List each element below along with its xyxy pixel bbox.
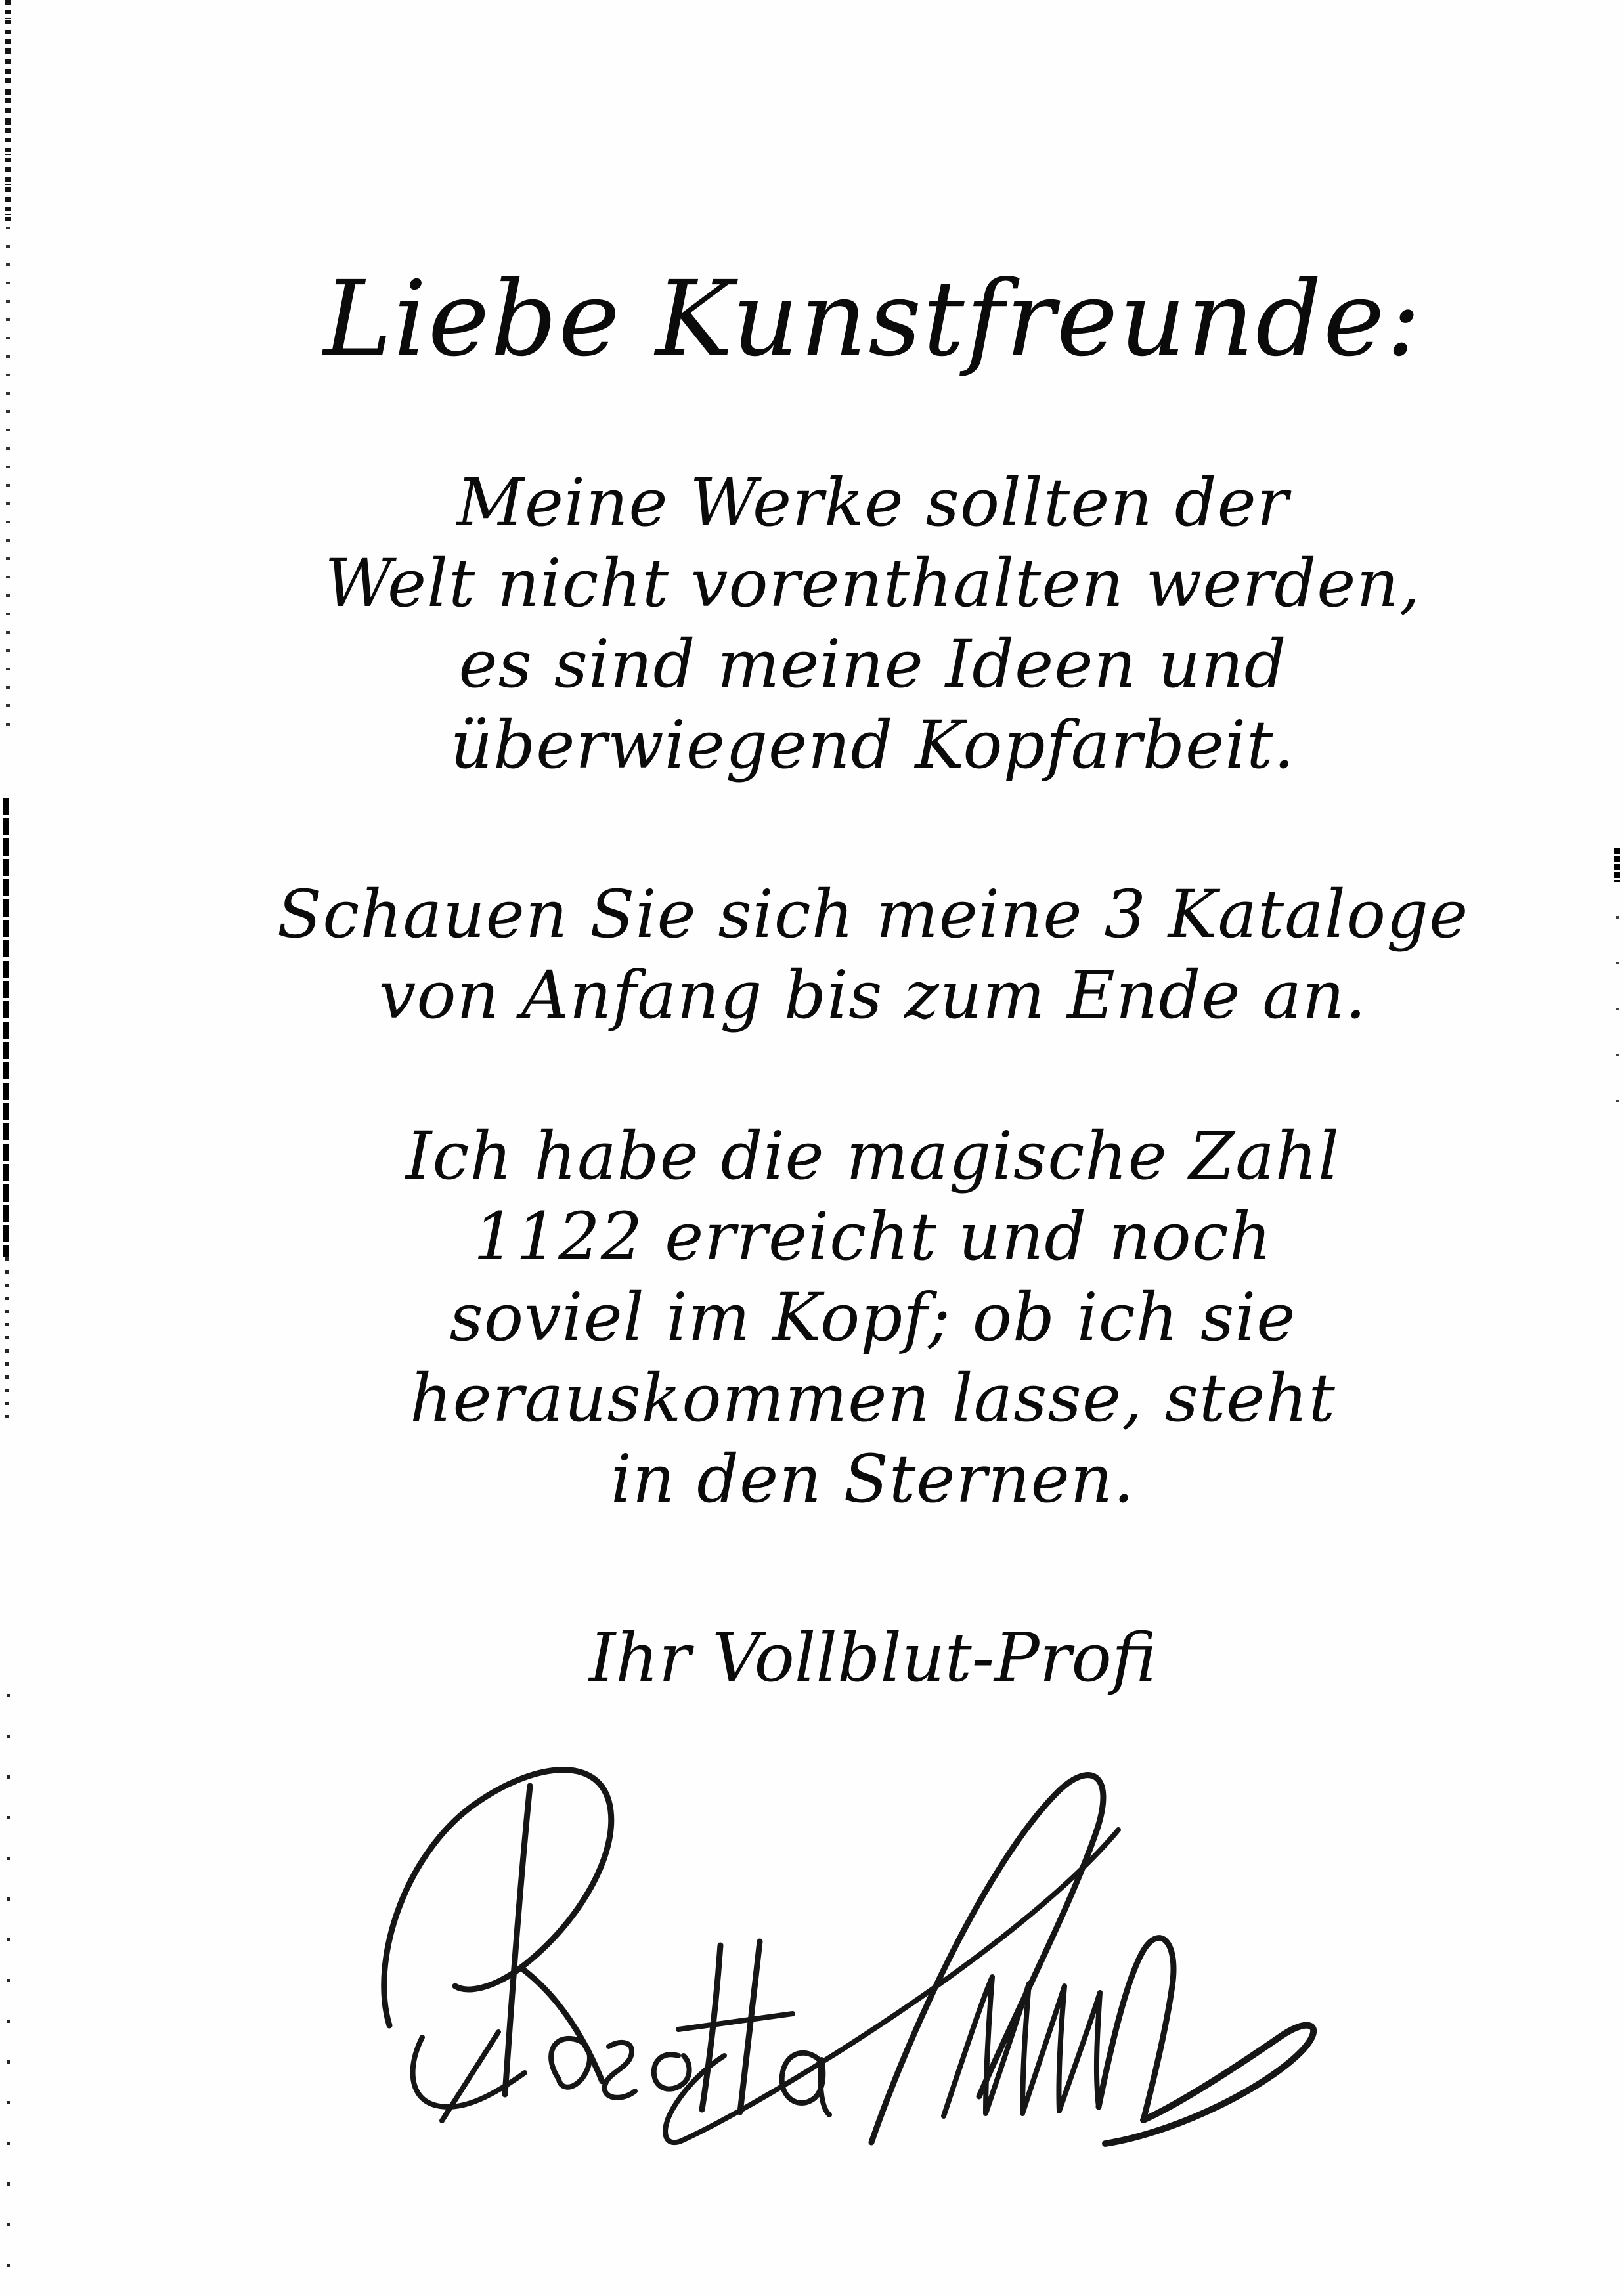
scan-artifact-left-low — [5, 1257, 9, 1428]
scan-artifact-left-bottom — [7, 1694, 10, 2285]
signature — [364, 1750, 1350, 2183]
text-line: Ich habe die magische Zahl — [405, 1117, 1340, 1194]
text-line: Meine Werke sollten der — [456, 464, 1289, 541]
signature-drawing — [364, 1750, 1350, 2183]
text-line: Schauen Sie sich meine 3 Kataloge — [276, 876, 1469, 953]
scan-artifact-left-mid — [6, 227, 10, 732]
text-line: es sind meine Ideen und — [458, 626, 1287, 703]
scan-artifact-left-top — [5, 0, 11, 227]
text-line: überwiegend Kopfarbeit. — [450, 706, 1296, 783]
paragraph-3 — [121, 1116, 1624, 1519]
text-line: herauskommen lasse, steht — [410, 1360, 1336, 1437]
text-line: Welt nicht vorenthalten werden, — [324, 545, 1421, 622]
text-line: soviel im Kopf; ob ich sie — [449, 1279, 1296, 1356]
closing-line: Ihr Vollblut-Profi — [588, 1619, 1156, 1697]
text-line: von Anfang bis zum Ende an. — [378, 957, 1367, 1033]
paragraph-1 — [121, 462, 1624, 785]
paragraph-2 — [121, 874, 1624, 1035]
text-line: 1122 erreicht und noch — [473, 1198, 1273, 1275]
text-line: in den Sternen. — [610, 1440, 1135, 1517]
scan-artifact-left-bar — [3, 798, 9, 1257]
page-title: Liebe Kunstfreunde: — [323, 259, 1422, 379]
